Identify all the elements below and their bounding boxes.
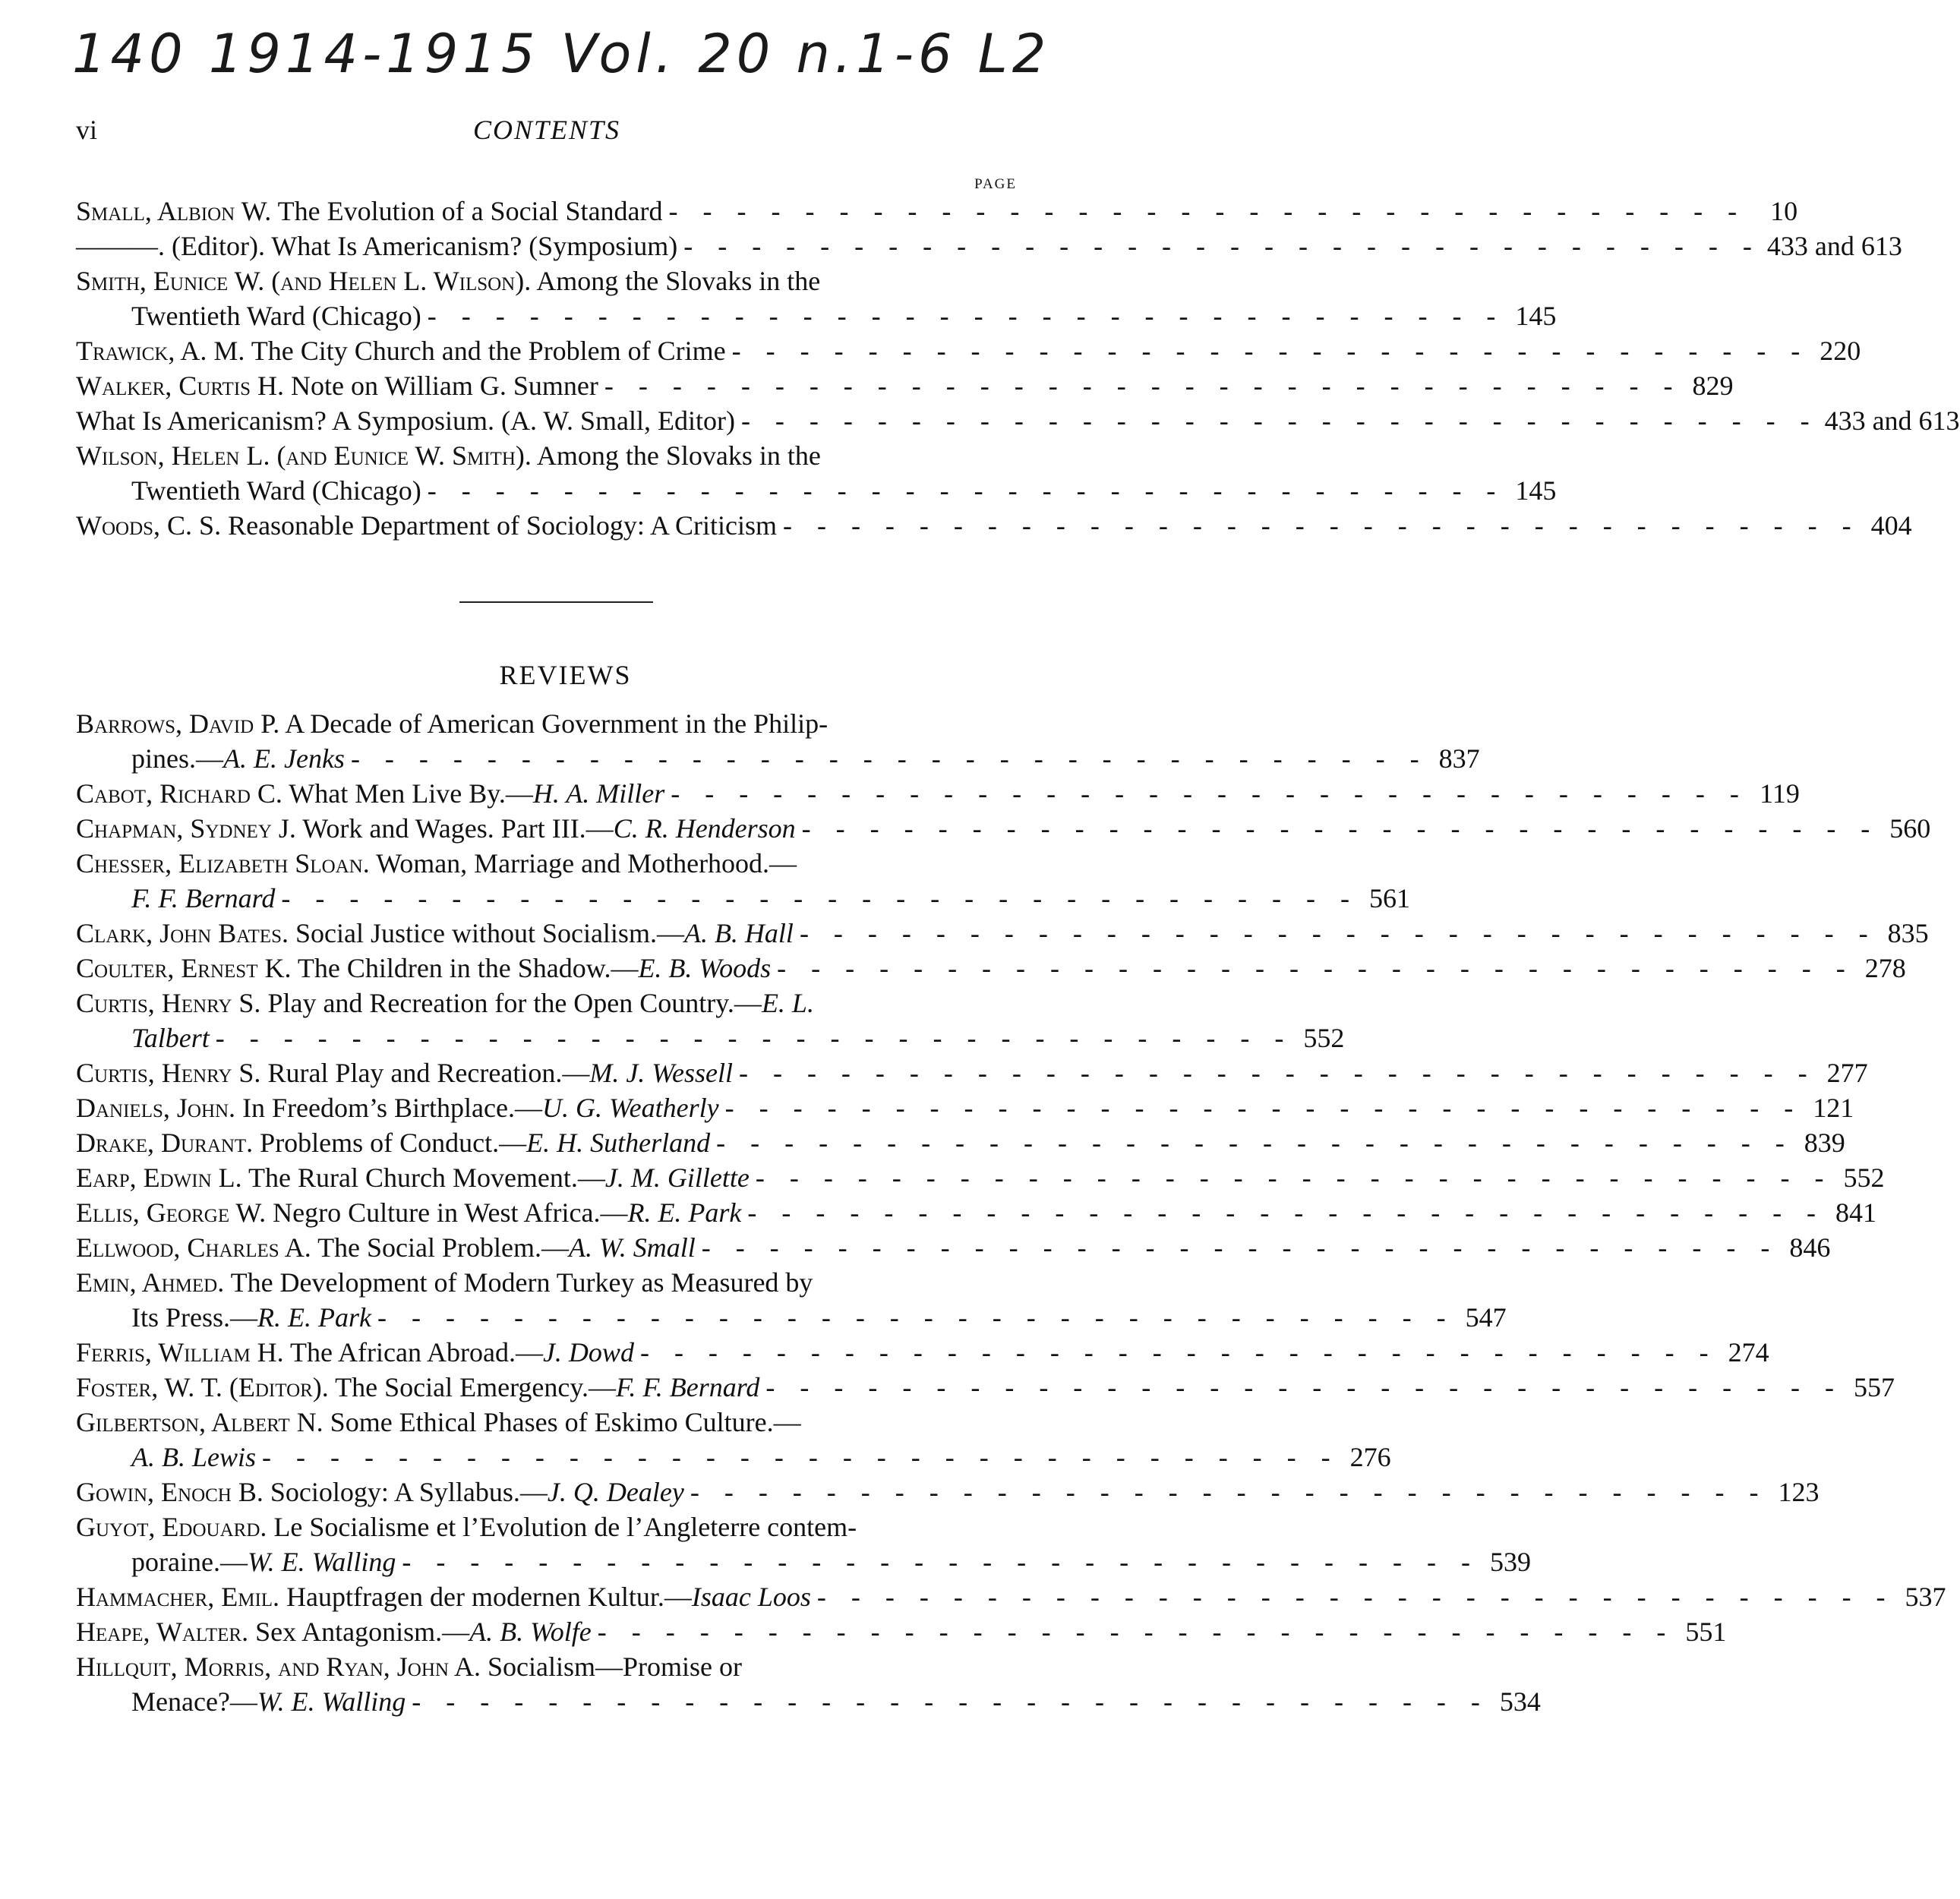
author-name: Ellis, George W.: [76, 1197, 267, 1228]
entry-line: [76, 846, 1018, 881]
reviewer-name: F. F. Bernard: [616, 1372, 760, 1402]
entry-text: [76, 706, 828, 741]
entry-title: Social Justice without Socialism.—: [295, 918, 684, 948]
review-entry: [76, 1649, 1541, 1719]
entry-line: [76, 1055, 1868, 1090]
author-name: Earp, Edwin L.: [76, 1162, 242, 1193]
entry-text: [76, 333, 726, 368]
entry-text: [131, 473, 421, 508]
entry-line: [76, 1544, 1531, 1579]
leader-dashes: - - - - - - - - - - - - - - - - - - - - - - - - - - - - - - - -: [716, 1128, 1794, 1158]
review-entry: [76, 776, 1800, 811]
leader-dashes: - - - - - - - - - - - - - - - - - - - - - - - - - - - - - - - -: [799, 918, 1877, 948]
entry-line: [76, 263, 1018, 298]
entry-title: What Men Live By.—: [289, 778, 533, 809]
page-number: 277: [1826, 1058, 1868, 1088]
entry-line: [76, 1579, 1946, 1614]
entry-text: [76, 916, 794, 951]
handwritten-note: 140 1914-1915 Vol. 20 n.1-6 L2: [72, 23, 1051, 85]
leader-dashes: - - - - - - - - - - - - - - - - - - - - - - - - - - - - - - - -: [683, 231, 1761, 261]
entry-line: [76, 916, 1929, 951]
reviewer-name: J. Dowd: [542, 1337, 634, 1367]
leader-dashes: - - - - - - - - - - - - - - - - - - - - - - - - - - - - - - - -: [777, 953, 1854, 983]
author-name: Woods, C. S.: [76, 510, 222, 541]
page-number: 404: [1870, 510, 1912, 541]
review-entry: [76, 1475, 1820, 1509]
author-name: Curtis, Henry S.: [76, 988, 261, 1018]
entry-title: Work and Wages. Part III.—: [302, 813, 614, 844]
entry-line: [76, 1195, 1877, 1230]
reviewer-name: E. L.: [761, 988, 814, 1018]
entry-text: [76, 1125, 710, 1160]
entry-line: [76, 1649, 1018, 1684]
entry-title: Negro Culture in West Africa.—: [273, 1197, 628, 1228]
reviewer-name: Talbert: [131, 1023, 210, 1053]
entry-text: [76, 776, 664, 811]
entry-line: [76, 1370, 1895, 1405]
reviewer-name: U. G. Weatherly: [541, 1093, 719, 1123]
page-number: 829: [1692, 371, 1734, 401]
leader-dashes: - - - - - - - - - - - - - - - - - - - - - - - - - - - - - - - -: [350, 743, 1428, 774]
entry-text: [76, 1614, 592, 1649]
entry-line: [76, 1160, 1885, 1195]
author-name: Daniels, John.: [76, 1093, 236, 1123]
entry-line: [76, 229, 1902, 263]
review-entry: [76, 706, 1480, 776]
entry-title: Menace?—: [131, 1686, 257, 1717]
entry-title: Play and Recreation for the Open Country.—: [267, 988, 762, 1018]
leader-dashes: - - - - - - - - - - - - - - - - - - - - - - - - - - - - - - - -: [701, 1232, 1779, 1263]
review-entry: [76, 1230, 1831, 1265]
leader-dashes: - - - - - - - - - - - - - - - - - - - - - - - - - - - - - - - -: [597, 1617, 1675, 1647]
entry-title: Le Socialisme et l’Evolution de l’Angleterre contem-: [273, 1512, 857, 1542]
reviewer-name: Isaac Loos: [691, 1582, 811, 1612]
leader-dashes: - - - - - - - - - - - - - - - - - - - - - - - - - - - - - - - -: [402, 1547, 1479, 1577]
entry-title: Reasonable Department of Sociology: A Criticism: [228, 510, 777, 541]
page-number: 433 and 613: [1766, 231, 1902, 261]
entry-text: [76, 1230, 696, 1265]
page-number: 145: [1515, 475, 1557, 506]
entry-title: Among the Slovaks in the: [536, 266, 821, 296]
review-entry: [76, 1509, 1531, 1579]
leader-dashes: - - - - - - - - - - - - - - - - - - - - - - - - - - - - - - - -: [816, 1582, 1895, 1612]
page-number: 560: [1889, 813, 1931, 844]
author-name: Clark, John Bates.: [76, 918, 289, 948]
review-entry: [76, 1195, 1877, 1230]
author-name: Barrows, David P.: [76, 708, 280, 739]
review-entry: [76, 811, 1931, 846]
entry-title: poraine.—: [131, 1547, 248, 1577]
entry-line: [76, 951, 1906, 986]
entry-text: [76, 1195, 741, 1230]
entry-title: Some Ethical Phases of Eskimo Culture.—: [330, 1407, 801, 1437]
entry-text: [76, 1265, 813, 1300]
entry-text: [131, 881, 275, 916]
review-entry: [76, 1055, 1868, 1090]
entry-text: [76, 1160, 750, 1195]
leader-dashes: - - - - - - - - - - - - - - - - - - - - - - - - - - - - - - - -: [731, 336, 1810, 366]
reviewer-name: C. R. Henderson: [613, 813, 796, 844]
entry-text: [76, 1579, 811, 1614]
entry-line: [76, 438, 1018, 473]
entry-text: [131, 298, 421, 333]
leader-dashes: - - - - - - - - - - - - - - - - - - - - - - - - - - - - - - - -: [755, 1162, 1833, 1193]
page-number: 561: [1368, 883, 1410, 913]
entry-text: [76, 1649, 742, 1684]
leader-dashes: - - - - - - - - - - - - - - - - - - - - - - - - - - - - - - - -: [215, 1023, 1293, 1053]
entry-line: [76, 298, 1557, 333]
leader-dashes: - - - - - - - - - - - - - - - - - - - - - - - - - - - - - - - -: [738, 1058, 1816, 1088]
page-number: 274: [1728, 1337, 1769, 1367]
reviewer-name: H. A. Miller: [532, 778, 665, 809]
entry-text: [76, 194, 663, 229]
review-entry: [76, 1405, 1391, 1475]
entry-line: [76, 986, 1018, 1020]
contents-list: [76, 194, 1960, 543]
entry-text: [76, 1335, 634, 1370]
entry-text: [76, 368, 598, 403]
leader-dashes: - - - - - - - - - - - - - - - - - - - - - - - - - - - - - - - -: [604, 371, 1682, 401]
entry-line: [76, 811, 1931, 846]
reviewer-name: R. E. Park: [627, 1197, 742, 1228]
leader-dashes: - - - - - - - - - - - - - - - - - - - - - - - - - - - - - - - -: [668, 196, 1747, 226]
entry-line: [76, 194, 1798, 229]
page-number: 534: [1499, 1686, 1541, 1717]
entry-text: [131, 1020, 210, 1055]
entry-title: The Social Problem.—: [317, 1232, 570, 1263]
leader-dashes: - - - - - - - - - - - - - - - - - - - - - - - - - - - - - - - -: [262, 1442, 1340, 1472]
entry-text: [76, 438, 821, 473]
page-title: CONTENTS: [472, 115, 621, 145]
page-number: 220: [1820, 336, 1861, 366]
review-entry: [76, 1265, 1507, 1335]
entry-line: [76, 1230, 1831, 1265]
entry-line: [76, 368, 1734, 403]
author-name: Chapman, Sydney J.: [76, 813, 296, 844]
leader-dashes: - - - - - - - - - - - - - - - - - - - - - - - - - - - - - - - -: [747, 1197, 1826, 1228]
entry-text: [76, 403, 735, 438]
leader-dashes: - - - - - - - - - - - - - - - - - - - - - - - - - - - - - - - -: [724, 1093, 1803, 1123]
author-name: Curtis, Henry S.: [76, 1058, 261, 1088]
author-name: Coulter, Ernest K.: [76, 953, 292, 983]
author-name: Ferris, William H.: [76, 1337, 284, 1367]
author-name: Heape, Walter.: [76, 1617, 249, 1647]
entry-text: [76, 1090, 719, 1125]
entry-title: Sociology: A Syllabus.—: [270, 1477, 548, 1507]
page-number: 547: [1465, 1302, 1507, 1333]
entry-text: [131, 1300, 371, 1335]
author-name: Gowin, Enoch B.: [76, 1477, 264, 1507]
entry-line: [76, 1440, 1391, 1475]
reviewer-name: E. H. Sutherland: [526, 1128, 711, 1158]
author-name: Emin, Ahmed.: [76, 1267, 225, 1298]
entry-line: [76, 776, 1800, 811]
entry-title: The Rural Church Movement.—: [248, 1162, 605, 1193]
entry-text: [76, 1475, 684, 1509]
review-entry: [76, 951, 1906, 986]
entry-title: Woman, Marriage and Motherhood.—: [376, 848, 797, 879]
review-entry: [76, 1125, 1845, 1160]
entry-title: Its Press.—: [131, 1302, 258, 1333]
entry-title: A Decade of American Government in the Philip-: [285, 708, 829, 739]
entry-title: Rural Play and Recreation.—: [267, 1058, 590, 1088]
page-number: 557: [1854, 1372, 1895, 1402]
author-name: Small, Albion W.: [76, 196, 272, 226]
leader-dashes: - - - - - - - - - - - - - - - - - - - - - - - - - - - - - - - -: [412, 1686, 1489, 1717]
contents-entry: [76, 263, 1557, 333]
entry-text: [76, 229, 677, 263]
author-name: Smith, Eunice W. (and Helen L. Wilson).: [76, 266, 532, 296]
review-entry: [76, 1160, 1885, 1195]
leader-dashes: - - - - - - - - - - - - - - - - - - - - - - - - - - - - - - - -: [740, 405, 1819, 436]
page-number: 539: [1489, 1547, 1531, 1577]
reviewer-name: J. Q. Dealey: [547, 1477, 684, 1507]
entry-title: What Is Americanism? A Symposium. (A. W. Small, Editor): [76, 405, 735, 436]
page-number: 552: [1843, 1162, 1885, 1193]
page-number: 278: [1864, 953, 1906, 983]
entry-title: In Freedom’s Birthplace.—: [242, 1093, 542, 1123]
entry-text: [76, 951, 771, 986]
page-column-label: PAGE: [974, 176, 1017, 192]
entry-text: [76, 811, 796, 846]
entry-line: [76, 333, 1861, 368]
review-entry: [76, 1370, 1895, 1405]
reviewer-name: J. M. Gillette: [604, 1162, 750, 1193]
leader-dashes: - - - - - - - - - - - - - - - - - - - - - - - - - - - - - - - -: [281, 883, 1359, 913]
entry-line: [76, 1125, 1845, 1160]
author-name: Wilson, Helen L. (and Eunice W. Smith).: [76, 440, 532, 471]
page-number: 837: [1438, 743, 1480, 774]
contents-entry: [76, 229, 1902, 263]
entry-line: [76, 473, 1557, 508]
entry-title: Note on William G. Sumner: [291, 371, 598, 401]
entry-text: [76, 986, 814, 1020]
entry-title: The Children in the Shadow.—: [297, 953, 639, 983]
entry-line: [76, 1614, 1727, 1649]
entry-title: Twentieth Ward (Chicago): [131, 301, 421, 331]
entry-text: [76, 1055, 733, 1090]
entry-line: [76, 706, 1018, 741]
entry-line: [76, 1684, 1541, 1719]
author-name: Trawick, A. M.: [76, 336, 245, 366]
review-entry: [76, 846, 1410, 916]
review-entry: [76, 1579, 1946, 1614]
reviewer-name: A. B. Lewis: [131, 1442, 257, 1472]
entry-title: Sex Antagonism.—: [255, 1617, 470, 1647]
entry-line: [76, 403, 1960, 438]
entry-line: [76, 1300, 1507, 1335]
page-number: 552: [1303, 1023, 1345, 1053]
page-number: 846: [1789, 1232, 1831, 1263]
entry-text: [131, 1684, 406, 1719]
entry-text: [76, 263, 820, 298]
reviewer-name: F. F. Bernard: [131, 883, 276, 913]
entry-line: [76, 1265, 1018, 1300]
entry-title: Problems of Conduct.—: [260, 1128, 527, 1158]
entry-line: [76, 741, 1480, 776]
author-name: Hammacher, Emil.: [76, 1582, 280, 1612]
entry-title: The Development of Modern Turkey as Measured by: [230, 1267, 813, 1298]
entry-title: Hauptfragen der modernen Kultur.—: [286, 1582, 692, 1612]
leader-dashes: - - - - - - - - - - - - - - - - - - - - - - - - - - - - - - - -: [427, 301, 1505, 331]
author-name: Drake, Durant.: [76, 1128, 254, 1158]
reviewer-name: E. B. Woods: [638, 953, 772, 983]
author-name: Guyot, Edouard.: [76, 1512, 267, 1542]
entry-text: [76, 1370, 759, 1405]
author-name: Hillquit, Morris, and Ryan, John A.: [76, 1651, 481, 1682]
entry-title: (Editor). What Is Americanism? (Symposium): [172, 231, 678, 261]
contents-entry: [76, 368, 1734, 403]
author-name: Chesser, Elizabeth Sloan.: [76, 848, 370, 879]
review-entry: [76, 1614, 1727, 1649]
page-folio: vi: [76, 115, 98, 145]
page-number: 145: [1515, 301, 1557, 331]
entry-title: Twentieth Ward (Chicago): [131, 475, 421, 506]
page-number: 10: [1770, 196, 1798, 226]
entry-line: [76, 1405, 1018, 1440]
contents-entry: [76, 194, 1798, 229]
reviewer-name: W. E. Walling: [257, 1686, 406, 1717]
author-name: Ellwood, Charles A.: [76, 1232, 311, 1263]
page-number: 551: [1685, 1617, 1727, 1647]
leader-dashes: - - - - - - - - - - - - - - - - - - - - - - - - - - - - - - - -: [690, 1477, 1768, 1507]
entry-text: [131, 741, 345, 776]
entry-text: [131, 1544, 396, 1579]
reviewer-name: A. B. Hall: [683, 918, 794, 948]
author-name: Cabot, Richard C.: [76, 778, 282, 809]
leader-dashes: - - - - - - - - - - - - - - - - - - - - - - - - - - - - - - - -: [782, 510, 1861, 541]
contents-entry: [76, 333, 1861, 368]
entry-line: [76, 1509, 1018, 1544]
entry-line: [76, 1475, 1820, 1509]
reviews-heading: REVIEWS: [499, 660, 632, 690]
entry-line: [76, 1090, 1854, 1125]
leader-dashes: - - - - - - - - - - - - - - - - - - - - - - - - - - - - - - - -: [377, 1302, 1455, 1333]
entry-title: The African Abroad.—: [290, 1337, 543, 1367]
review-entry: [76, 916, 1929, 951]
contents-entry: [76, 438, 1557, 508]
contents-entry: [76, 403, 1960, 438]
entry-title: The City Church and the Problem of Crime: [251, 336, 726, 366]
entry-text: [76, 508, 777, 543]
leader-dashes: - - - - - - - - - - - - - - - - - - - - - - - - - - - - - - - -: [801, 813, 1880, 844]
entry-title: The Evolution of a Social Standard: [277, 196, 663, 226]
reviewer-name: A. E. Jenks: [223, 743, 345, 774]
entry-line: [76, 1020, 1345, 1055]
entry-title: Among the Slovaks in the: [536, 440, 821, 471]
entry-line: [76, 508, 1912, 543]
page-number: 839: [1804, 1128, 1845, 1158]
author-name: Walker, Curtis H.: [76, 371, 285, 401]
author-name: ———.: [76, 231, 165, 261]
reviewer-name: M. J. Wessell: [589, 1058, 733, 1088]
entry-title: Socialism—Promise or: [487, 1651, 742, 1682]
page-number: 433 and 613: [1824, 405, 1960, 436]
reviewer-name: A. B. Wolfe: [469, 1617, 592, 1647]
leader-dashes: - - - - - - - - - - - - - - - - - - - - - - - - - - - - - - - -: [765, 1372, 1844, 1402]
reviewer-name: A. W. Small: [569, 1232, 696, 1263]
page-number: 119: [1760, 778, 1800, 809]
reviewer-name: R. E. Park: [257, 1302, 371, 1333]
review-entry: [76, 1090, 1854, 1125]
page-number: 835: [1887, 918, 1929, 948]
review-entry: [76, 986, 1345, 1055]
entry-title: The Social Emergency.—: [335, 1372, 617, 1402]
entry-text: [131, 1440, 256, 1475]
entry-title: pines.—: [131, 743, 223, 774]
page-number: 121: [1813, 1093, 1854, 1123]
author-name: Foster, W. T. (Editor).: [76, 1372, 329, 1402]
contents-entry: [76, 508, 1912, 543]
leader-dashes: - - - - - - - - - - - - - - - - - - - - - - - - - - - - - - - -: [639, 1337, 1718, 1367]
page-number: 841: [1835, 1197, 1877, 1228]
review-entry: [76, 1335, 1769, 1370]
entry-text: [76, 1509, 857, 1544]
leader-dashes: - - - - - - - - - - - - - - - - - - - - - - - - - - - - - - - -: [427, 475, 1505, 506]
reviews-list: [76, 706, 1946, 1719]
page-number: 537: [1905, 1582, 1946, 1612]
entry-line: [76, 1335, 1769, 1370]
page-number: 123: [1778, 1477, 1820, 1507]
page-number: 276: [1349, 1442, 1391, 1472]
entry-line: [76, 881, 1410, 916]
entry-text: [76, 846, 797, 881]
author-name: Gilbertson, Albert N.: [76, 1407, 324, 1437]
leader-dashes: - - - - - - - - - - - - - - - - - - - - - - - - - - - - - - - -: [671, 778, 1748, 809]
entry-text: [76, 1405, 801, 1440]
reviewer-name: W. E. Walling: [247, 1547, 396, 1577]
section-divider: [459, 601, 653, 603]
